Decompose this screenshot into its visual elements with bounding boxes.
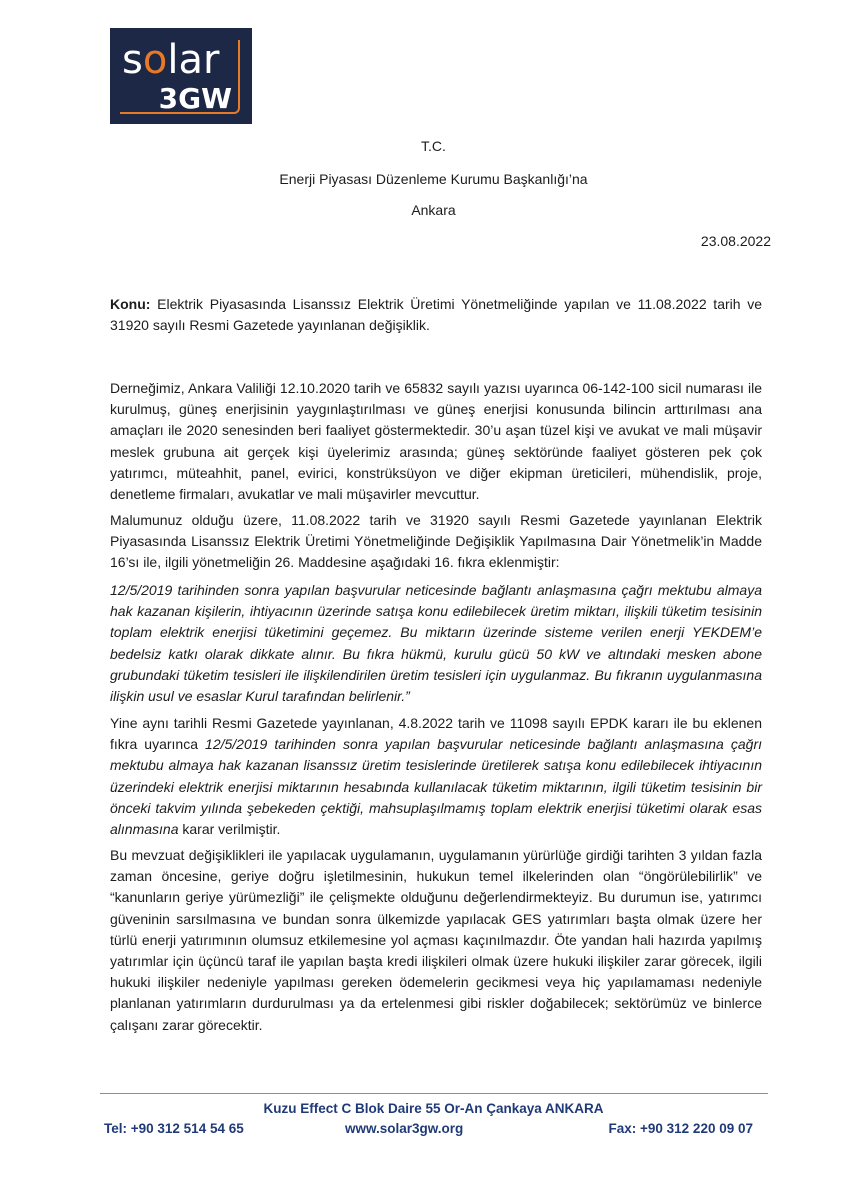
header-city: Ankara <box>411 202 456 218</box>
footer-address: Kuzu Effect C Blok Daire 55 Or-An Çankaya ANKARA <box>263 1101 604 1116</box>
p4-italic: 12/5/2019 tarihinden sonra yapılan başvurular neticesinde bağlantı anlaşmasına çağrı mektubu almaya hak kazanan lisanssız üretim tesislerinde üretilerek satışa konu edilebilecek ihtiyacının üzerindeki elektrik enerjisi miktarının hesabında kullanılacak tüketim miktarının, ilgili tüketim tesisinin bir önceki takvim yılında şebekeden çektiği, mahsuplaşılmamış toplam elektrik enerjisi tüketimi olarak esas alınmasına <box>110 736 762 838</box>
footer-tel: Tel: +90 312 514 54 65 <box>104 1121 244 1136</box>
paragraph-regulation: Malumunuz olduğu üzere, 11.08.2022 tarih ve 31920 sayılı Resmi Gazetede yayınlanan Elektrik Piyasasında Lisanssız Elektrik Üretimi Yönetmeliğinde Değişiklik Yapılmasına Dair Yönetmelik’in Madde 16’sı ile, ilgili yönetmeliğin 26. Maddesine aşağıdaki 16. fıkra eklenmiştir: <box>110 512 762 571</box>
footer-fax: Fax: +90 312 220 09 07 <box>608 1121 753 1136</box>
paragraph-association: Derneğimiz, Ankara Valiliği 12.10.2020 tarih ve 65832 sayılı yazısı uyarınca 06-142-100 sicil numarası ile kurulmuş, güneş enerjisinin yaygınlaştırılması ve güneş enerjisi konusunda bilincin arttırılması ana amaçları ile 2020 senesinden beri faaliyet göstermektedir. 30’u aşan tüzel kişi ve avukat ve mali müşavir meslek grubuna ait gerçek kişi üyelerimiz arasında; güneş sektöründe faaliyet gösteren pek çok yatırımcı, müteahhit, panel, evirici, konstrüksüyon ve diğer ekipman üreticileri, mühendislik, proje, denetleme firmaları, avukatlar ve mali müşavirler mevcuttur. <box>110 380 762 503</box>
subject-text: Elektrik Piyasasında Lisanssız Elektrik Üretimi Yönetmeliğinde yapılan ve 11.08.2022 tarih ve 31920 sayılı Resmi Gazetede yayınlanan değişiklik. <box>110 296 763 334</box>
header-tc: T.C. <box>421 138 446 154</box>
logo-word-lar: lar <box>167 37 220 83</box>
paragraph-quote: 12/5/2019 tarihinden sonra yapılan başvurular neticesinde bağlantı anlaşmasına çağrı mektubu almaya hak kazanan kişilerin, ihtiyacının üzerinde satışa konu edilebilecek üretim miktarı, ilişkili tüketim tesisinin toplam elektrik enerjisi tüketimini geçemez. Bu miktarın üzerinde sisteme verilen enerji YEKDEM’e bedelsiz katkı olarak dikkate alınır. Bu fıkra hükmü, kurulu gücü 50 kW ve altındaki mesken abone grubundaki tüketim tesisleri ile ilişkilendirilen üretim tesisleri için uygulanmaz. Bu fıkranın uygulanmasına ilişkin usul ve esaslar Kurul tarafından belirlenir.” <box>110 582 762 705</box>
subject-line <box>110 294 762 336</box>
header-recipient: Enerji Piyasası Düzenleme Kurumu Başkanlığı’na <box>279 171 588 187</box>
p4-tail: karar verilmiştir. <box>178 821 281 838</box>
logo-word-o: o <box>142 37 168 83</box>
footer-divider <box>100 1093 768 1094</box>
paragraph-epdk-decision <box>110 713 762 840</box>
logo-word <box>122 38 219 82</box>
solar3gw-logo <box>110 28 252 124</box>
logo-word-s: s <box>122 37 143 83</box>
p4-lead: Yine aynı tarihli Resmi Gazetede yayınlanan, 4.8.2022 tarih ve 11098 sayılı EPDK kararı ile bu eklenen fıkra uyarınca <box>110 715 762 753</box>
paragraph-assessment: Bu mevzuat değişiklikleri ile yapılacak uygulamanın, uygulamanın yürürlüğe girdiği tarihten 3 yıldan fazla zaman öncesine, geriye doğru işletilmesinin, hukukun temel ilkelerinden olan “öngörülebilirlik” ve “kanunların geriye yürümezliği” ile çelişmekte olduğunu değerlendirmekteyiz. Bu durumun ise, yatırımcı güveninin sarsılmasına ve bundan sonra ülkemizde yapılacak GES yatırımları başta olmak üzere her türlü enerji yatırımının olumsuz etkilemesine yol açması kaçınılmazdır. Öte yandan hali hazırda yapılmış yatırımlar için üçüncü taraf ile yapılan başta kredi ilişkileri olmak üzere hukuki ilişkiler zarar görecek, ilgili hukuki ilişkiler nedeniyle yapılması gereken ödemelerin gecikmesi veya hiç yapılamaması nedeniyle planlanan yatırımların durdurulması ya da ertelenmesi gibi riskler doğabilecek; sektörümüz ve binlerce çalışanı zarar görecektir. <box>110 847 762 1033</box>
subject-label: Konu: <box>110 296 151 312</box>
footer-website[interactable]: www.solar3gw.org <box>345 1121 464 1136</box>
logo-sub: 3GW <box>158 82 232 115</box>
letter-date: 23.08.2022 <box>700 233 771 249</box>
